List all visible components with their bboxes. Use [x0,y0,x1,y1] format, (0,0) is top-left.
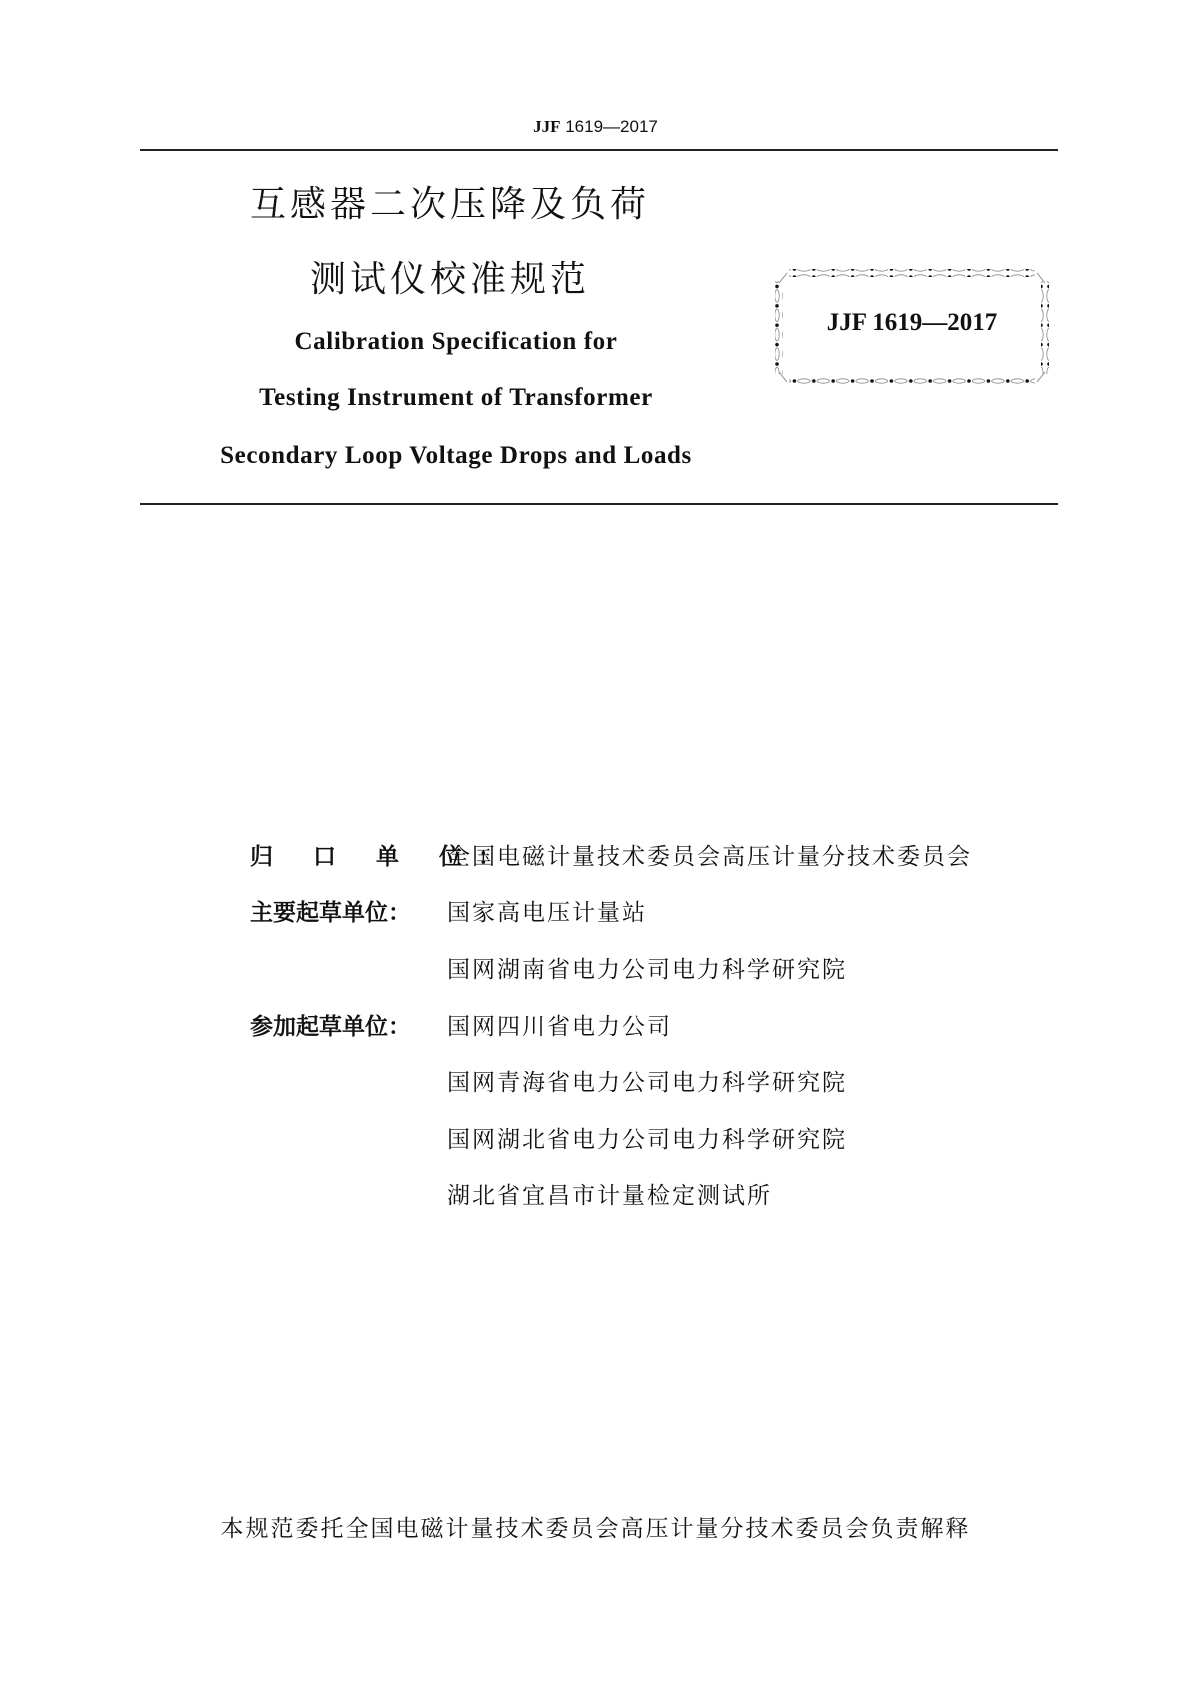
unit-label: 参加起草单位： [250,1013,411,1040]
unit-value: 全国电磁计量技术委员会高压计量分技术委员会 [447,843,972,870]
title-en-line3: Secondary Loop Voltage Drops and Loads [220,442,692,469]
title-en-line1: Calibration Specification for [294,328,618,355]
drafting-units-block [250,826,1070,1222]
standard-code-text: JJF 1619—2017 [826,309,998,336]
title-cn-line2: 测试仪校准规范 [309,259,590,300]
unit-value: 国网湖北省电力公司电力科学研究院 [447,1126,847,1153]
header-code-number: 1619—2017 [560,117,658,136]
interpretation-note: 本规范委托全国电磁计量技术委员会高压计量分技术委员会负责解释 [220,1516,971,1542]
header-code-prefix: JJF [533,117,561,136]
unit-label: 主要起草单位： [250,900,411,927]
unit-row-participating-2 [250,1052,1070,1109]
unit-value: 国网四川省电力公司 [447,1013,672,1040]
unit-row-main-drafting [250,883,1070,940]
unit-value: 国网湖南省电力公司电力科学研究院 [447,956,847,983]
unit-row-responsible [250,826,1070,883]
title-en-line2: Testing Instrument of Transformer [259,384,653,411]
unit-value: 国家高电压计量站 [447,900,647,927]
unit-row-participating-4 [250,1166,1070,1223]
standard-code-frame [773,265,1051,390]
unit-row-participating-3 [250,1109,1070,1166]
unit-value: 湖北省宜昌市计量检定测试所 [447,1183,772,1210]
unit-value: 国网青海省电力公司电力科学研究院 [447,1070,847,1097]
unit-label: 归 口 单 位： [250,843,518,870]
unit-row-main-drafting-2 [250,939,1070,996]
unit-row-participating [250,996,1070,1053]
bottom-rule [140,503,1058,505]
top-rule [140,149,1058,151]
header-standard-code [0,116,1191,138]
title-cn-line1: 互感器二次压降及负荷 [249,184,650,225]
